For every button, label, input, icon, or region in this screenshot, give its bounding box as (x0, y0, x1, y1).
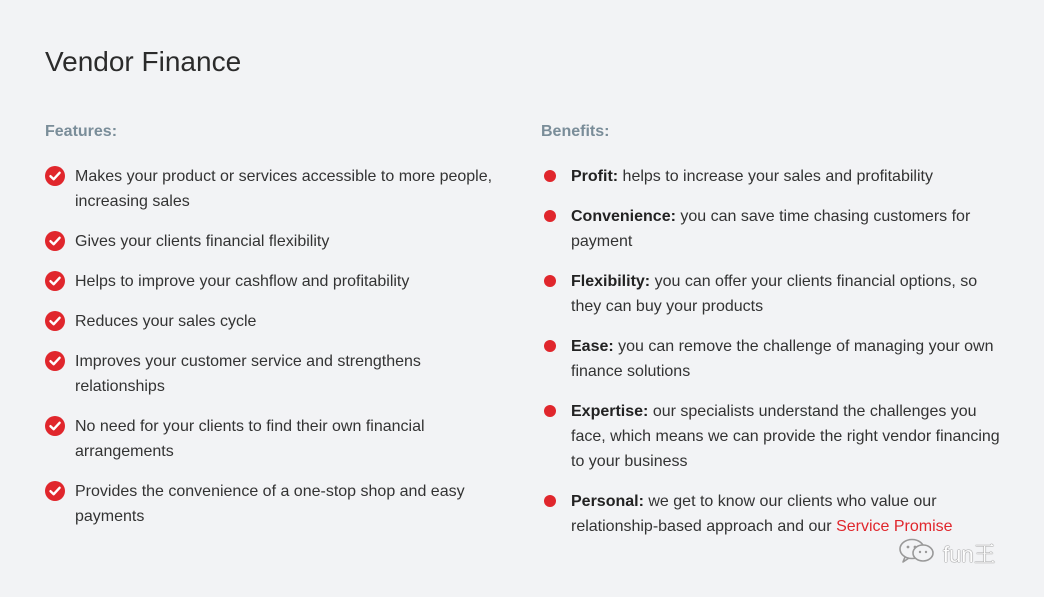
benefit-label: Profit: (571, 168, 619, 185)
feature-text: Reduces your sales cycle (75, 313, 257, 330)
feature-text: Gives your clients financial flexibility (75, 233, 330, 250)
benefit-text: helps to increase your sales and profitability (618, 168, 933, 185)
check-icon (45, 351, 65, 371)
benefit-label: Convenience: (571, 208, 676, 225)
benefit-text: our specialists understand the challenges you face, which means we can provide the right vendor financing to your business (571, 403, 1000, 470)
page-title: Vendor Finance (45, 46, 242, 77)
benefit-text: you can remove the challenge of managing your own finance solutions (571, 338, 994, 380)
benefit-text: we get to know our clients who value our relationship-based approach and our (571, 493, 937, 535)
check-icon (45, 271, 65, 291)
benefit-label: Personal: (571, 493, 644, 510)
features-section (45, 122, 505, 544)
wechat-icon (897, 537, 937, 570)
features-list (45, 164, 505, 529)
list-item (45, 414, 505, 464)
red-bullet-icon (544, 340, 556, 352)
benefit-label: Flexibility: (571, 273, 651, 290)
list-item (45, 229, 505, 254)
feature-text: Provides the convenience of a one-stop shop and easy payments (75, 483, 465, 525)
list-item (541, 204, 1011, 254)
list-item (45, 479, 505, 529)
check-icon (45, 311, 65, 331)
service-promise-link[interactable]: Service Promise (836, 518, 953, 535)
features-heading: Features: (45, 123, 118, 140)
list-item (541, 399, 1011, 474)
red-bullet-icon (544, 495, 556, 507)
list-item (45, 269, 505, 294)
list-item (541, 334, 1011, 384)
red-bullet-icon (544, 275, 556, 287)
feature-text: Makes your product or services accessible to more people, increasing sales (75, 168, 493, 210)
red-bullet-icon (544, 210, 556, 222)
list-item (541, 164, 1011, 189)
list-item (541, 489, 1011, 539)
feature-text: Helps to improve your cashflow and profitability (75, 273, 410, 290)
watermark-text: fun王 (943, 541, 996, 567)
watermark (897, 538, 996, 568)
check-icon (45, 416, 65, 436)
list-item (45, 309, 505, 334)
check-icon (45, 481, 65, 501)
check-icon (45, 231, 65, 251)
check-icon (45, 166, 65, 186)
benefit-label: Ease: (571, 338, 614, 355)
benefits-list (541, 164, 1011, 539)
benefit-label: Expertise: (571, 403, 649, 420)
feature-text: Improves your customer service and strengthens relationships (75, 353, 421, 395)
red-bullet-icon (544, 405, 556, 417)
list-item (541, 269, 1011, 319)
list-item (45, 349, 505, 399)
list-item (45, 164, 505, 214)
feature-text: No need for your clients to find their own financial arrangements (75, 418, 425, 460)
benefits-section (541, 122, 1011, 554)
benefit-text: you can offer your clients financial options, so they can buy your products (571, 273, 978, 315)
benefits-heading: Benefits: (541, 123, 610, 140)
benefit-text: you can save time chasing customers for payment (571, 208, 971, 250)
red-bullet-icon (544, 170, 556, 182)
